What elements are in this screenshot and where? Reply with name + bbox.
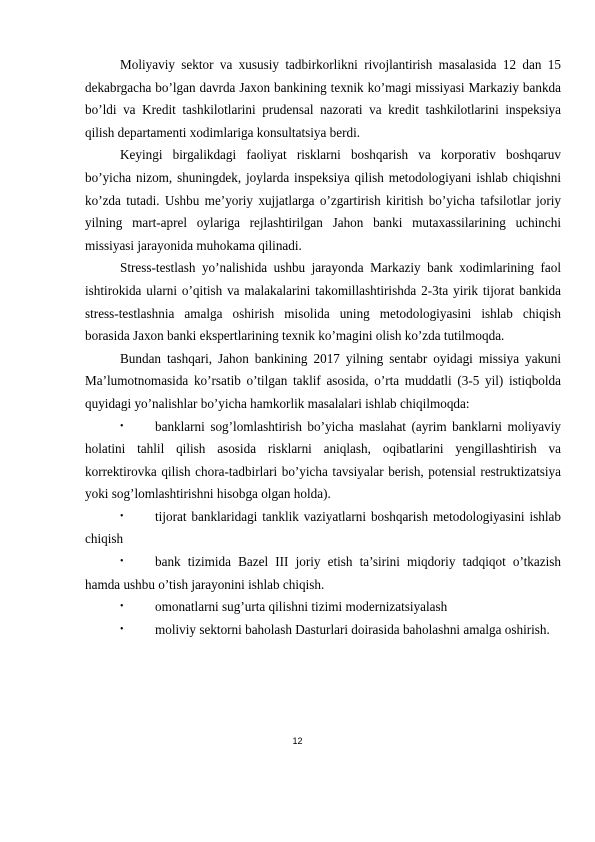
paragraph-2: Keyingi birgalikdagi faoliyat risklarni boshqarish va korporativ boshqaruv bo’yicha nizom, shuningdek, joylarda inspeksiya qilish metodologiyani ishlab chiqishni ko’zda tutadi. Ushbu me’yoriy xujjatlarga o’zgartirish kiritish bo’yicha tafsilotlar joriy yilning mart-aprel oylariga rejlashtirilgan Jahon banki mutaxassilarining uchinchi missiyasi jarayonida muhokama qilinadi. (85, 147, 561, 253)
bullet-item-1 (85, 416, 561, 506)
page-number: 12 (292, 736, 303, 746)
bullet-item-3 (85, 551, 561, 596)
paragraph-4: Bundan tashqari, Jahon bankining 2017 yilning sentabr oyidagi missiya yakuni Ma’lumotnomasida ko’rsatib o’tilgan taklif asosida, o’rta muddatli (3-5 yil) istiqbolda quyidagi yo’nalishlar bo’yicha hamkorlik masalalari ishlab chiqilmoqda: (85, 350, 561, 411)
bullet-icon: • (120, 510, 124, 522)
bullet-item-4 (85, 596, 561, 619)
bullet-text: tijorat banklaridagi tanklik vaziyatlarni boshqarish metodologiyasini ishlab chiqish (85, 508, 561, 547)
bullet-icon: • (120, 420, 124, 432)
paragraph-1: Moliyaviy sektor va xususiy tadbirkorlikni rivojlantirish masalasida 12 dan 15 dekabrgacha bo’lgan davrda Jaxon bankining texnik ko’magi missiyasi Markaziy bankda bo’ldi va Kredit tashkilotlarini prudensal nazorati va kredit tashkilotlarini inspeksiya qilish departamenti xodimlariga konsultatsiya berdi. (85, 57, 561, 140)
paragraph-3: Stress-testlash yo’nalishida ushbu jarayonda Markaziy bank xodimlarining faol ishtirokida ularni o’qitish va malakalarini takomillashtirishda 2-3ta yirik tijorat bankida stress-testlashnia amalga oshirish misolida uning metodologiyasini ishlab chiqish borasida Jaxon banki ekspertlarining texnik ko’magini olish ko’zda tutilmoqda. (85, 260, 561, 344)
bullet-text: banklarni sog’lomlashtirish bo’yicha maslahat (ayrim banklarni moliyaviy holatini tahlil qilish asosida risklarni aniqlash, oqibatlarini yengillashtirish va korrektirovka qilish chora-tadbirlari bo’yicha tavsiyalar berish, potensial restruktizatsiya yoki sog’lomlashtirishni hisobga olgan holda). (85, 418, 561, 502)
bullet-icon: • (120, 623, 124, 635)
bullet-text: omonatlarni sug’urta qilishni tizimi modernizatsiyalash (155, 599, 448, 615)
bullet-item-5 (85, 619, 561, 642)
bullet-icon: • (120, 556, 124, 568)
document-page (85, 54, 561, 641)
bullet-text: bank tizimida Bazel III joriy etish ta’sirini miqdoriy tadqiqot o’tkazish hamda ushbu o’tish jarayonini ishlab chiqish. (85, 554, 561, 592)
bullet-text: moliviy sektorni baholash Dasturlari doirasida baholashni amalga oshirish. (155, 621, 550, 637)
bullet-icon: • (120, 601, 124, 613)
bullet-item-2 (85, 506, 561, 551)
